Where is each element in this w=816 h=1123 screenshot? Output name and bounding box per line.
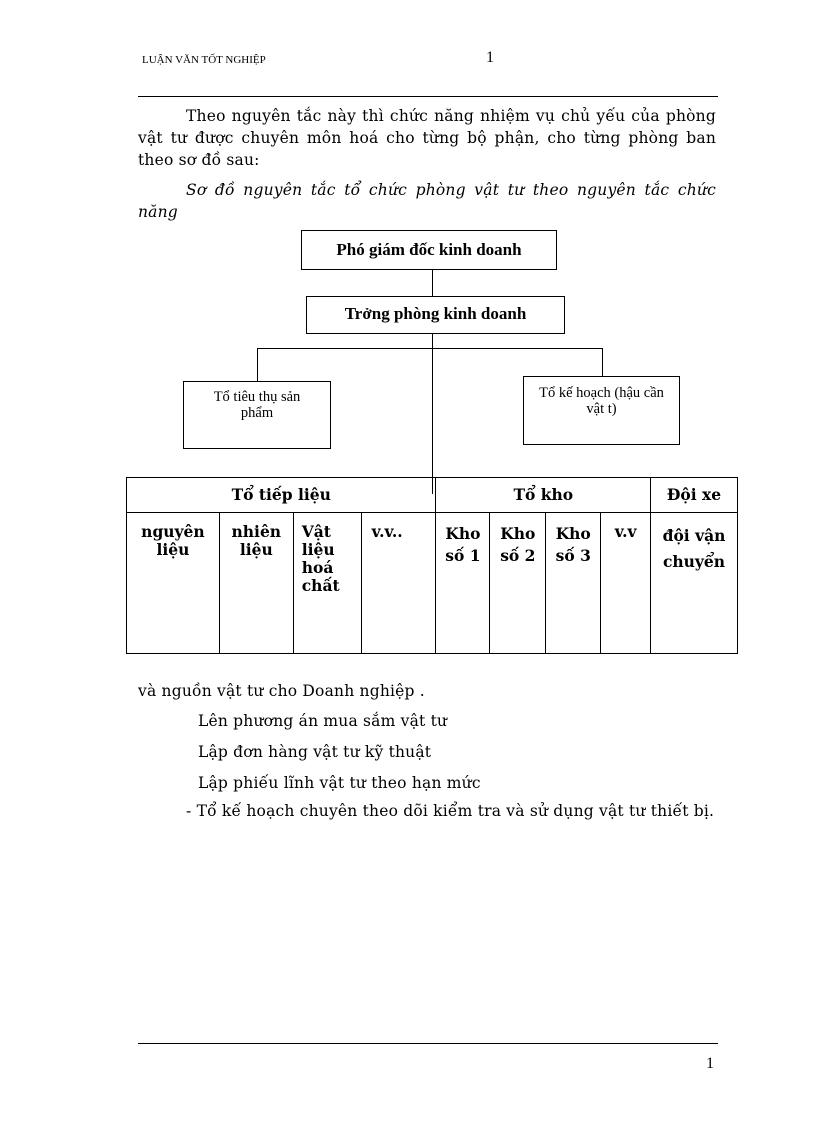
- org-box-planning-team: Tổ kế hoạch (hậu cần vật t): [523, 376, 680, 445]
- diagram-caption: Sơ đồ nguyên tắc tổ chức phòng vật tư theo nguyên tắc chức năng: [138, 181, 716, 221]
- closing-paragraph: - Tổ kế hoạch chuyên theo dõi kiểm tra và sử dụng vật tư thiết bị.: [186, 802, 715, 820]
- org-box-sales-team: Tổ tiêu thụ sản phẩm: [183, 381, 331, 449]
- sub-unit-warehouse-1: Kho số 1: [436, 513, 490, 654]
- sub-unit-transport-crew: đội vận chuyển: [651, 513, 738, 654]
- list-item: Lên phương án mua sắm vật tư: [198, 712, 448, 730]
- connector-line: [432, 334, 433, 494]
- sub-unit-raw-materials: nguyên liệu: [127, 513, 220, 654]
- sub-unit-chemicals: Vật liệu hoá chất: [293, 513, 361, 654]
- group-supply-team: Tổ tiếp liệu: [127, 478, 436, 513]
- header-rule: [138, 96, 718, 97]
- org-units-table: [126, 477, 738, 654]
- header-page-number: 1: [486, 49, 494, 66]
- group-warehouse-team: Tổ kho: [436, 478, 651, 513]
- footer-page-number: 1: [706, 1055, 714, 1072]
- org-box-deputy-director: Phó giám đốc kinh doanh: [301, 230, 557, 270]
- list-item: Lập phiếu lĩnh vật tư theo hạn mức: [198, 774, 481, 792]
- running-header-title: LUẬN VĂN TỐT NGHIỆP: [142, 54, 266, 66]
- connector-line: [602, 348, 603, 377]
- list-item: Lập đơn hàng vật tư kỹ thuật: [198, 743, 432, 761]
- sub-unit-etc-2: v.v: [601, 513, 651, 654]
- org-box-business-head: Trởng phòng kinh doanh: [306, 296, 565, 334]
- sub-unit-etc: v.v..: [361, 513, 436, 654]
- sub-unit-warehouse-2: Kho số 2: [490, 513, 546, 654]
- footer-rule: [138, 1043, 718, 1044]
- intro-paragraph: Theo nguyên tắc này thì chức năng nhiệm vụ chủ yếu của phòng vật tư được chuyên môn hoá cho từng bộ phận, cho từng phòng ban theo sơ đồ sau:: [138, 107, 716, 169]
- body-line: và nguồn vật tư cho Doanh nghiệp .: [138, 682, 425, 700]
- connector-line: [432, 270, 433, 297]
- connector-line: [257, 348, 603, 349]
- sub-unit-warehouse-3: Kho số 3: [546, 513, 601, 654]
- connector-line: [257, 348, 258, 382]
- sub-unit-fuel: nhiên liệu: [219, 513, 293, 654]
- group-vehicle-team: Đội xe: [651, 478, 738, 513]
